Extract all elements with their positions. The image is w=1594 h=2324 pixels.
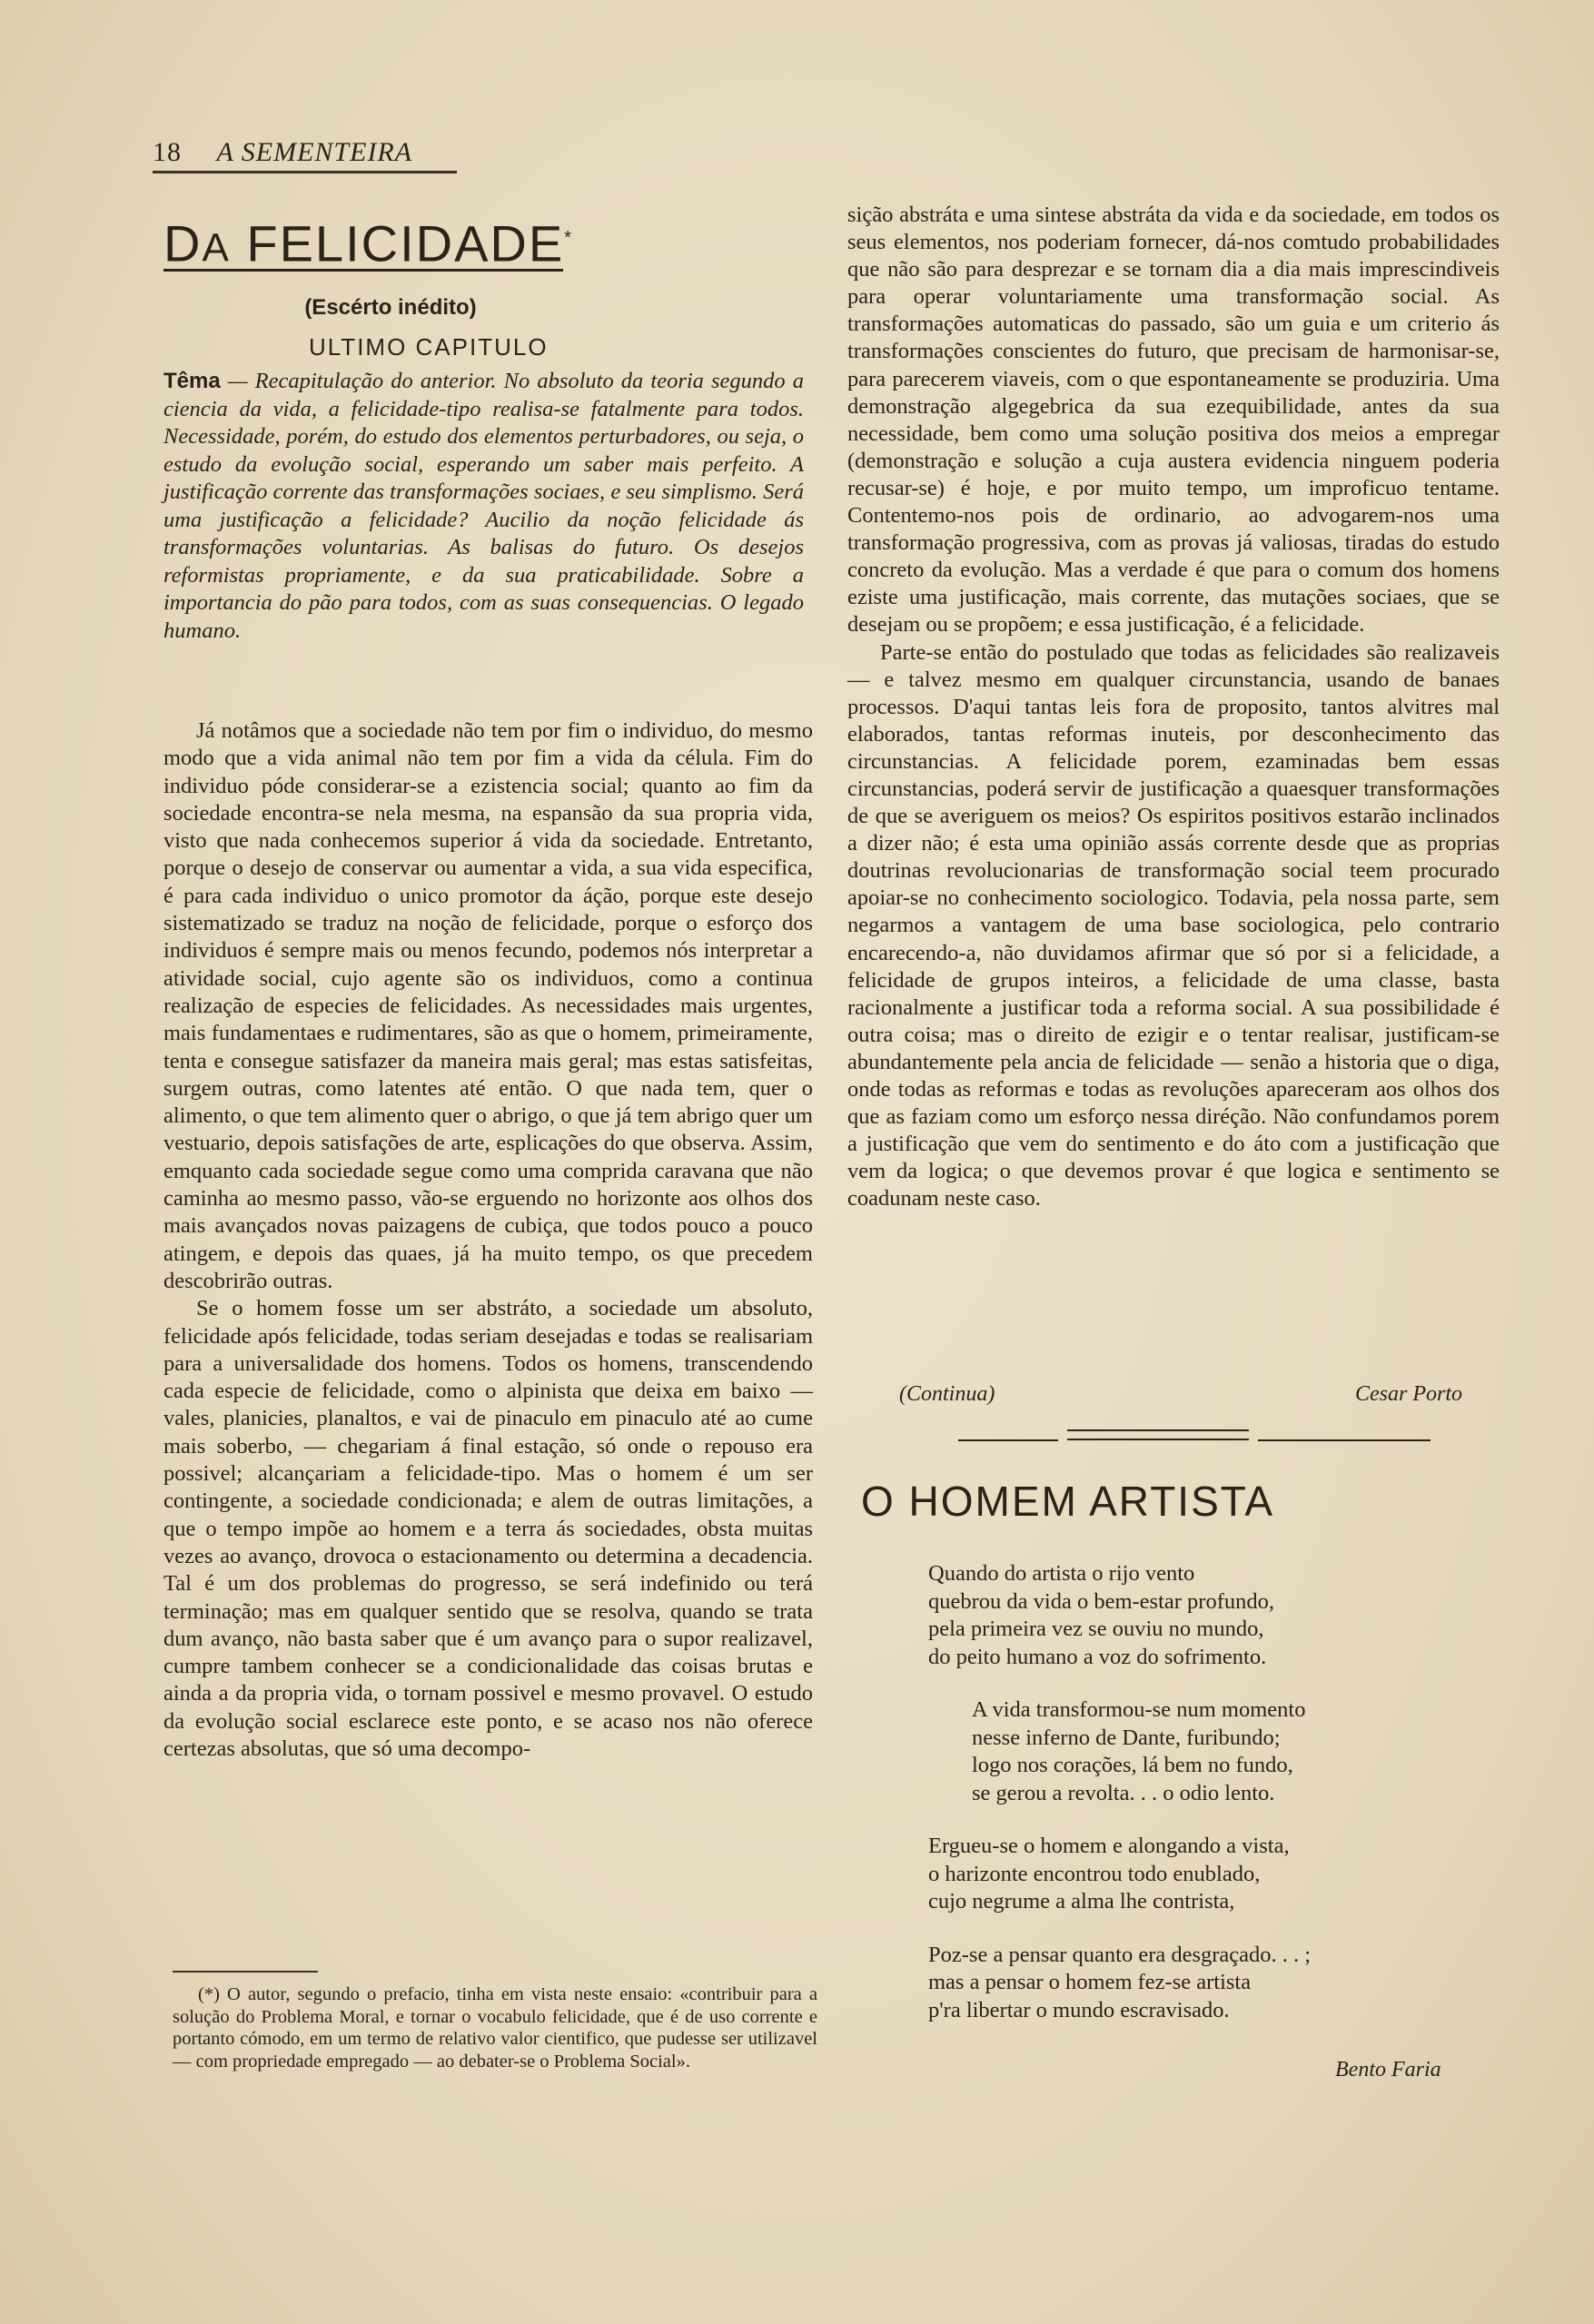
article-author: Cesar Porto (1354, 1382, 1462, 1406)
tema-summary (163, 368, 804, 645)
poem-line: mas a pensar o homem fez-se artista (928, 1970, 1252, 1994)
article-title-initial: D (163, 214, 203, 272)
poem-line: pela primeira vez se ouviu no mundo, (928, 1617, 1264, 1641)
poem-author: Bento Faria (1335, 2058, 1441, 2082)
article-subtitle: (Escérto inédito) (304, 295, 477, 320)
left-column-body (163, 717, 813, 1763)
poem-line: nesse inferno de Dante, furibundo; (972, 1725, 1281, 1750)
running-header (153, 134, 457, 173)
poem-line: p'ra libertar o mundo escravisado. (928, 1997, 1230, 2022)
tema-label: Têma (163, 369, 221, 393)
poem-line: o harizonte encontrou todo enublado, (928, 1861, 1261, 1886)
footnote-rule (173, 1971, 318, 1973)
journal-name: A SEMENTEIRA (216, 137, 413, 167)
poem-stanza (928, 1696, 1473, 1807)
poem-line: A vida transformou-se num momento (972, 1697, 1306, 1722)
separator-rule (1067, 1429, 1249, 1431)
poem-stanza (928, 1833, 1473, 1916)
poem-stanza (928, 1942, 1473, 2025)
chapter-heading: ULTIMO CAPITULO (309, 333, 549, 361)
poem-stanza (928, 1560, 1473, 1671)
continua-note: (Continua) (899, 1382, 995, 1406)
footnote-mark: * (564, 228, 574, 248)
right-column-body (847, 202, 1500, 1212)
poem-line: quebrou da vida o bem-estar profundo, (928, 1588, 1274, 1614)
poem-line: Quando do artista o rijo vento (928, 1561, 1195, 1586)
paragraph: Parte-se então do postulado que todas as felicidades são realizaveis — e talvez mesmo em qualquer circunstancia, usando de banaes processos. D'aqui tantas leis fora de proposito, tantos alvitres mal elaborados, tantas reformas inuteis, por desconhecimento das circunstancias. A felicidade porem, ezaminadas bem essas circunstancias, poderá servir de justificação a quaesquer transformações de que se averiguem os meios? Os espiritos positivos estarão inclinados a dizer não; é esta uma opinião assás corrente desde que as proprias doutrinas revolucionarias de transformação social teem procurado apoiar-se no conhecimento sociologico. Todavia, pela nossa parte, sem negarmos a vantagem de uma base sociologica, pelo contrario encarecendo-a, não duvidamos afirmar que só por si a felicidade, a felicidade de grupos inteiros, a felicidade de uma classe, basta racionalmente a justificar toda a reforma social. A sua possibilidade é outra coisa; mas o direito de ezigir e o tentar realisar, justificam-se abundantemente pela ancia de felicidade — senão a historia que o diga, onde todas as reformas e todas as revoluções apareceram aos olhos dos que as faziam como um esforço nessa diréção. Não confundamos porem a justificação que vem do sentimento e do áto com a justificação que vem da logica; o que devemos provar é que logica e sentimento se coadunam neste caso. (847, 639, 1500, 1211)
poem-line: logo nos corações, lá bem no fundo, (972, 1753, 1293, 1777)
article-title (163, 209, 672, 278)
separator-rule (958, 1439, 1058, 1441)
page-number: 18 (153, 137, 182, 167)
poem-line: Ergueu-se o homem e alongando a vista, (928, 1834, 1290, 1858)
article-title-smallcap: A (202, 225, 231, 271)
poem-line: cujo negrume a alma lhe contrista, (928, 1889, 1235, 1914)
poem-line: do peito humano a voz do sofrimento. (928, 1644, 1267, 1669)
poem (928, 1560, 1473, 2050)
poem-line: Poz-se a pensar quanto era desgraçado. . . ; (928, 1942, 1312, 1967)
paragraph: Se o homem fosse um ser abstráto, a sociedade um absoluto, felicidade após felicidade, todas seriam desejadas e todas se realisariam para a universalidade dos homens. Todos os homens, transcendendo cada especie de felicidade, como o alpinista que deixa em baixo — vales, planicies, planaltos, e vai de pinaculo em pinaculo até ao cume mais soberbo, — chegariam á final estação, só onde o repouso era possivel; alcançariam a felicidade-tipo. Mas o homem é um ser contingente, a sociedade condicionada; e alem de outras limitações, a que o tempo impõe ao homem e a terra ás sociedades, obsta muitas vezes ao avanço, drovoca o estacionamento ou determina a decadencia. Tal é um dos problemas do progresso, se será indefinido ou terá terminação; mas em qualquer sentido que se resolva, quando se trata dum avanço, não basta saber que é um avanço para o supor realizavel, cumpre tambem conhecer se a condicionalidade das coisas brutas e ainda a da propria vida, o tornam possivel e mesmo provavel. O estudo da evolução social esclarece este ponto, e se acaso nos não oferece certezas absolutas, que só uma decompo- (163, 1296, 813, 1761)
separator-rule (1067, 1439, 1249, 1440)
paragraph: Já notâmos que a sociedade não tem por fim o individuo, do mesmo modo que a vida animal não tem por fim a vida da célula. Fim do individuo póde considerar-se a ezistencia social; quanto ao fim da sociedade encontra-se nela mesma, na espansão da sua propria vida, visto que nada conhecemos superior á vida da sociedade. Entretanto, porque o desejo de conservar ou aumentar a vida, a sua vida especifica, é para cada individuo o unico promotor da áção, porque este desejo sistematizado se traduz na noção de felicidade, porque o esforço dos individuos é sempre mais ou menos fecundo, podemos nós interpretar a atividade social, cujo agente são os individuos, como a continua realização de especies de felicidades. As necessidades mais urgentes, mais fundamentaes e rudimentares, são as que o homem, primeiramente, tenta e consegue satisfazer da maneira mais geral; mas estas satisfeitas, surgem outras, como latentes até então. O que nada tem, quer o alimento, o que tem alimento quer o abrigo, o que já tem abrigo quer um vestuario, depois satisfações de arte, esplicações do que observa. Assim, emquanto cada sociedade segue como uma comprida caravana que não caminha ao mesmo passo, vão-se erguendo no horizonte aos olhos dos mais avançados novas paizagens de cubiça, que todos pouco a pouco atingem, e depois das quaes, já ha muito tempo, os que precedem descobrirão outras. (163, 718, 813, 1293)
poem-title: O HOMEM ARTISTA (861, 1478, 1275, 1525)
footnote-text: (*) O autor, segundo o prefacio, tinha em vista neste ensaio: «contribuir para a solução do Problema Moral, e tornar o vocabulo felicidade, que é de uso corrente e portanto cómodo, em um termo de relativo valor cientifico, que pudesse ser utilizavel — com propriedade empregado — ao debater-se o Problema Social». (173, 1984, 817, 2072)
footnote (173, 1983, 817, 2072)
separator-rule (1258, 1439, 1431, 1441)
article-title-rest: FELICIDADE (230, 214, 565, 272)
poem-line: se gerou a revolta. . . o odio lento. (972, 1780, 1275, 1805)
tema-text: — Recapitulação do anterior. No absoluto da teoria segundo a ciencia da vida, a felicidade-tipo realisa-se fatalmente para todos. Necessidade, porém, do estudo dos elementos perturbadores, ou seja, o estudo da evolução social, esperando um saber mais perfeito. A justificação corrente das transformações sociaes, e seu simplismo. Será uma justificação a felicidade? Aucilio da noção felicidade ás transformações voluntarias. As balisas do futuro. Os desejos reformistas propriamente, e da sua praticabilidade. Sobre a importancia do pão para todos, com as suas consequencias. O legado humano. (163, 369, 804, 643)
article-signoff (899, 1382, 1462, 1411)
paragraph: sição abstráta e uma sintese abstráta da vida e da sociedade, em todos os seus elementos, nos poderiam fornecer, dá-nos comtudo probabilidades que não são para desprezar e se tornam dia a dia mais imprescindiveis para operar voluntariamente uma transformação social. As transformações automaticas do passado, são um guia e um criterio ás transformações conscientes do futuro, que precisam de harmonisar-se, para parecerem viaveis, com o que espontaneamente se produziria. Uma demonstração algegebrica da sua ezequibilidade, antes da sua necessidade, bem como uma solução positiva dos meios a empregar (demonstração e solução a cuja austera evidencia ninguem poderia recusar-se) é hoje, e por muito tempo, um improficuo tentame. Contentemo-nos pois de ordinario, ao advogarem-nos uma transformação progressiva, com as provas já valiosas, tiradas do estudo concreto da evolução. Mas a verdade é que para o comum dos homens eziste uma justificação, mais corrente, das mutações sociaes, que se desejam ou se propõem; e essa justificação, é a felicidade. (847, 203, 1500, 638)
title-rule (163, 269, 563, 272)
